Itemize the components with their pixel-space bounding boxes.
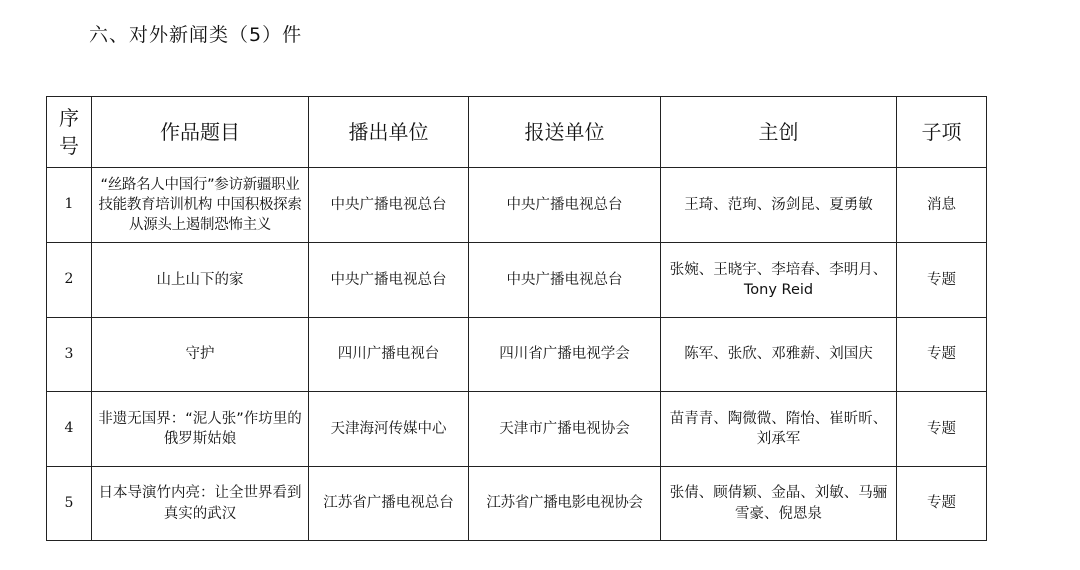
row-submitter: 中央广播电视总台 — [469, 243, 661, 318]
row-broadcaster: 天津海河传媒中心 — [309, 392, 469, 467]
row-category: 专题 — [897, 392, 987, 467]
row-no: 2 — [47, 243, 92, 318]
row-title: 非遗无国界：“泥人张”作坊里的俄罗斯姑娘 — [92, 392, 309, 467]
row-submitter: 江苏省广播电影电视协会 — [469, 467, 661, 541]
header-no: 序号 — [47, 97, 92, 168]
table-row — [47, 392, 987, 467]
row-submitter: 中央广播电视总台 — [469, 168, 661, 243]
row-creators: 苗青青、陶微微、隋怡、崔昕昕、刘承军 — [661, 392, 897, 467]
row-creators: 王琦、范珣、汤剑昆、夏勇敏 — [661, 168, 897, 243]
row-category: 专题 — [897, 467, 987, 541]
row-title: “丝路名人中国行”参访新疆职业技能教育培训机构 中国积极探索从源头上遏制恐怖主义 — [92, 168, 309, 243]
header-creators: 主创 — [661, 97, 897, 168]
row-category: 专题 — [897, 243, 987, 318]
header-title: 作品题目 — [92, 97, 309, 168]
awards-table — [46, 96, 987, 541]
row-title: 守护 — [92, 318, 309, 392]
row-broadcaster: 江苏省广播电视总台 — [309, 467, 469, 541]
row-no: 4 — [47, 392, 92, 467]
row-no: 3 — [47, 318, 92, 392]
table-row — [47, 318, 987, 392]
row-title: 日本导演竹内亮：让全世界看到真实的武汉 — [92, 467, 309, 541]
row-category: 消息 — [897, 168, 987, 243]
row-creators: 陈军、张欣、邓雅薪、刘国庆 — [661, 318, 897, 392]
row-title: 山上山下的家 — [92, 243, 309, 318]
table-row — [47, 467, 987, 541]
row-no: 5 — [47, 467, 92, 541]
row-submitter: 天津市广播电视协会 — [469, 392, 661, 467]
row-category: 专题 — [897, 318, 987, 392]
row-broadcaster: 中央广播电视总台 — [309, 168, 469, 243]
header-submitter: 报送单位 — [469, 97, 661, 168]
header-category: 子项 — [897, 97, 987, 168]
row-submitter: 四川省广播电视学会 — [469, 318, 661, 392]
row-broadcaster: 中央广播电视总台 — [309, 243, 469, 318]
row-broadcaster: 四川广播电视台 — [309, 318, 469, 392]
header-row — [47, 97, 987, 168]
table-row — [47, 168, 987, 243]
header-broadcaster: 播出单位 — [309, 97, 469, 168]
section-title: 六、对外新闻类（5）件 — [89, 24, 303, 46]
table-row — [47, 243, 987, 318]
row-creators: 张倩、顾倩颖、金晶、刘敏、马骊雪豪、倪恩泉 — [661, 467, 897, 541]
row-no: 1 — [47, 168, 92, 243]
row-creators: 张婉、王晓宇、李培春、李明月、Tony Reid — [661, 243, 897, 318]
